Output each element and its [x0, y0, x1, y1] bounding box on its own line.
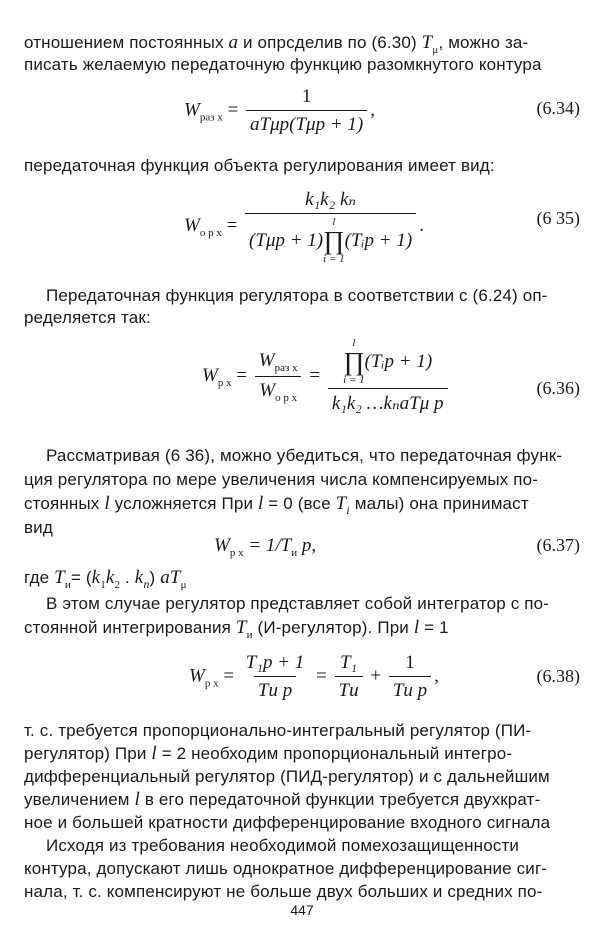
equation-6-35: $W_{о р х}$ = k₁k₂ kₙ (Tμp + 1) l ∏ i = 1 (Tᵢp + 1) . (6 35) — [184, 189, 580, 265]
equation-number: (6.38) — [536, 666, 580, 686]
text-line: где $T_и= (k_1k_2$ . $k_n$) $aT_\mu$ — [24, 567, 187, 591]
text-line: дифференциальный регулятор (ПИД-регулятор) и с дальнейшим — [24, 767, 550, 786]
page-number: 447 — [290, 902, 314, 918]
text-line: контура, допускают лишь однократное дифференцирование сиг- — [24, 859, 548, 878]
fraction: l ∏ i = 1 (Tᵢp + 1) k₁k₂ …kₙaTμ p — [328, 338, 448, 415]
equation-6-36: $W_{р х}$ = $\frac{W_{раз х}}{W_{о р х}}$ = l ∏ i = 1 (Tᵢp + 1) k₁k₂ …kₙaTμ p (6.36) — [202, 337, 580, 414]
text-line: т. с. требуется пропорционально-интегральный регулятор (ПИ- — [24, 721, 532, 740]
text-line: писать желаемую передаточную функцию разомкнутого контура — [24, 55, 542, 74]
product-symbol: l ∏ i = 1 — [323, 216, 345, 265]
fraction: $\frac{\text{T₁}}{Tи}$ — [335, 652, 363, 702]
text-line: ция регулятора по мере увеличения числа компенсируемых по- — [24, 470, 539, 489]
text-line: нала, т. с. компенсируют не больше двух больших и средних по- — [24, 882, 543, 901]
fraction: k₁k₂ kₙ (Tμp + 1) l ∏ i = 1 (Tᵢp + 1) — [245, 188, 416, 265]
text-line: В этом случае регулятор представляет собой интегратор с по- — [46, 594, 550, 613]
text-line: стоянной интегрирования $T_и$ (И-регулятор). При l = 1 — [24, 617, 449, 641]
equation-6-38: $W_{р х}$ = $\frac{\text{T₁p + 1}}{\text{Tи p}}$ = $\frac{\text{T₁}}{Tи}$ + $\frac{1}{\text{Tи p}}$ , (6.38) — [189, 652, 580, 701]
equation-6-34: $W_{раз х}$ = $\frac{1}{\text{aTμp(Tμp + 1)}}$ , (6.34) — [184, 86, 580, 135]
equation-number: (6.34) — [536, 98, 580, 118]
text-line: ределяется так: — [24, 308, 151, 327]
text-line: стоянных l усложняется При l = 0 (все $T_i$ малы) она принимаст — [24, 493, 529, 517]
text-line: вид — [24, 518, 53, 537]
text-line: ное и большей кратности дифференцирование входного сигнала — [24, 813, 551, 832]
text-line: Передаточная функция регулятора в соответствии с (6.24) оп- — [46, 286, 548, 305]
equation-number: (6.36) — [536, 378, 580, 398]
text-line: Исходя из требования необходимой помехозащищенности — [46, 836, 520, 855]
fraction: $\frac{W_{раз х}}{W_{о р х}}$ — [255, 350, 302, 404]
text-line: отношением постоянных a и опрсделив по (6.30) $T_\mu$, можно за- — [24, 32, 529, 56]
text-line: Рассматривая (6 36), можно убедиться, что передаточная функ- — [46, 446, 563, 465]
document-page — [24, 0, 580, 939]
fraction: $\frac{1}{\text{Tи p}}$ — [389, 652, 431, 702]
text-line: передаточная функция объекта регулирования имеет вид: — [24, 156, 495, 175]
equation-number: (6.37) — [536, 535, 580, 555]
text-line: регулятор) При l = 2 необходим пропорциональный интегро- — [24, 743, 513, 764]
text-line: увеличением l в его передаточной функции требуется двухкрат- — [24, 789, 541, 810]
equation-number: (6 35) — [536, 208, 580, 228]
equation-6-37: $W_{р х} = 1/T_и$ p, (6.37) — [214, 535, 580, 559]
product-symbol: l ∏ i = 1 — [343, 337, 365, 386]
fraction: $\frac{1}{\text{aTμp(Tμp + 1)}}$ — [246, 86, 367, 136]
fraction: $\frac{\text{T₁p + 1}}{\text{Tи p}}$ — [245, 652, 305, 701]
